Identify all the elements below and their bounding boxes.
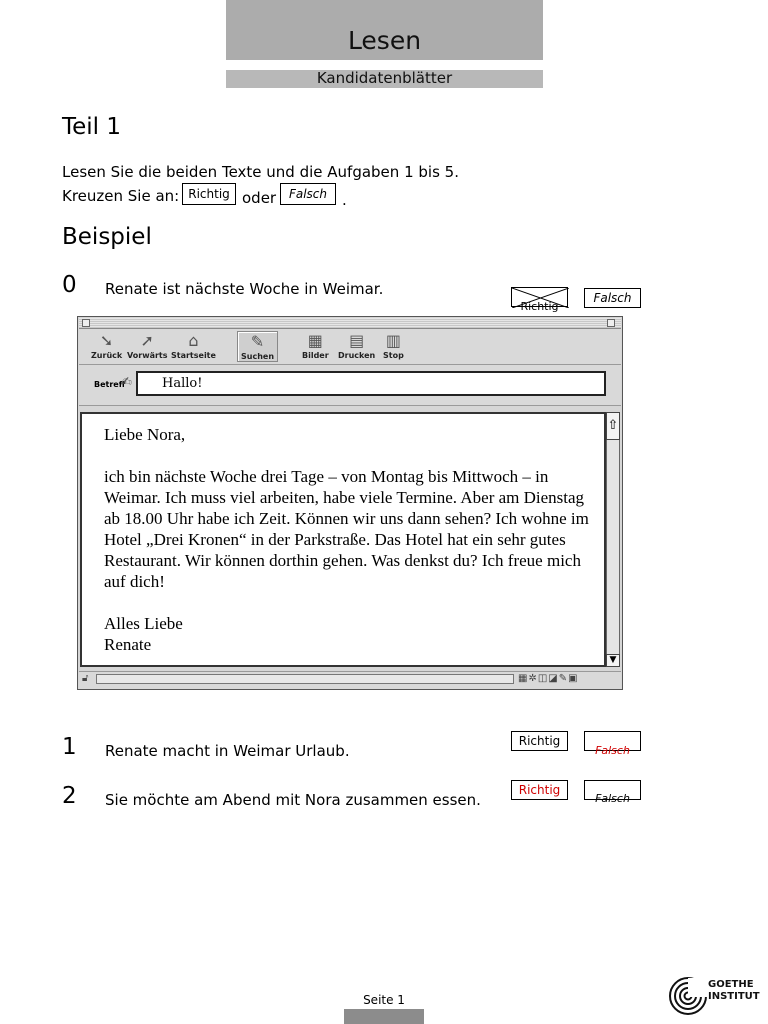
- example-richtig-label: Richtig: [520, 300, 559, 313]
- instruction-line-2: Kreuzen Sie an:: [62, 187, 180, 205]
- instruction-falsch-box: Falsch: [280, 183, 336, 205]
- status-icons: ▦✲◫◪✎▣: [518, 673, 579, 684]
- horizontal-scrollbar[interactable]: [96, 674, 514, 684]
- instruction-line-1: Lesen Sie die beiden Texte und die Aufgaben 1 bis 5.: [62, 163, 459, 181]
- question-1-richtig-box[interactable]: Richtig: [511, 731, 568, 751]
- page-title: Lesen: [347, 26, 422, 55]
- window-close-button[interactable]: [82, 319, 90, 327]
- question-2-richtig-box[interactable]: Richtig: [511, 780, 568, 800]
- print-icon: ▤: [349, 331, 365, 350]
- search-icon: ✎: [250, 332, 265, 351]
- browser-toolbar: [79, 329, 621, 365]
- goethe-spiral-icon: [666, 976, 710, 1016]
- instruction-period: .: [342, 191, 347, 209]
- question-2-falsch-label: Falsch: [595, 792, 630, 805]
- scroll-down-arrow-icon[interactable]: ▼: [606, 654, 620, 667]
- message-text: [104, 424, 598, 655]
- back-arrow-icon: ➘: [99, 331, 114, 350]
- question-1-falsch-label: Falsch: [595, 744, 630, 757]
- example-text: Renate ist nächste Woche in Weimar.: [105, 280, 384, 298]
- goethe-logo-text: GOETHE INSTITUT: [708, 979, 760, 1002]
- window-zoom-button[interactable]: [607, 319, 615, 327]
- toolbar-print-button[interactable]: ▤ Drucken: [338, 331, 376, 360]
- example-number: 0: [62, 272, 77, 298]
- page-number: Seite 1: [363, 993, 405, 1007]
- toolbar-home-button[interactable]: ⌂ Startseite: [171, 331, 216, 360]
- example-heading: Beispiel: [62, 224, 152, 250]
- home-icon: ⌂: [188, 331, 199, 350]
- toolbar-images-button[interactable]: ▦ Bilder: [302, 331, 329, 360]
- question-1-number: 1: [62, 734, 77, 760]
- images-icon: ▦: [307, 331, 323, 350]
- subject-label: Betreff: [94, 380, 126, 389]
- vertical-scrollbar[interactable]: [606, 412, 620, 667]
- message-greeting: Liebe Nora,: [104, 425, 186, 444]
- toolbar-search-button[interactable]: ✎ Suchen: [237, 331, 278, 362]
- example-falsch-box[interactable]: Falsch: [584, 288, 641, 308]
- toolbar-back-button[interactable]: ➘ Zurück: [91, 331, 123, 360]
- question-2-text: Sie möchte am Abend mit Nora zusammen essen.: [105, 791, 481, 809]
- subject-field[interactable]: Hallo!: [136, 371, 606, 396]
- pen-icon: ✍: [121, 375, 132, 390]
- scroll-up-arrow-icon[interactable]: ⇧: [606, 412, 620, 440]
- toolbar-stop-button[interactable]: ▥ Stop: [383, 331, 404, 360]
- stop-icon: ▥: [385, 331, 401, 350]
- message-closing: Alles Liebe: [104, 614, 183, 633]
- section-heading: Teil 1: [62, 114, 122, 140]
- toolbar-forward-button[interactable]: ➚ Vorwärts: [127, 331, 168, 360]
- forward-arrow-icon: ➚: [140, 331, 154, 350]
- page-subtitle: Kandidatenblätter: [316, 69, 453, 87]
- lock-icon: 🔓︎: [82, 673, 89, 684]
- question-1-text: Renate macht in Weimar Urlaub.: [105, 742, 350, 760]
- instruction-oder: oder: [242, 189, 277, 207]
- page-footer-bar: [344, 1009, 424, 1024]
- message-paragraph: ich bin nächste Woche drei Tage – von Montag bis Mittwoch – in Weimar. Ich muss viel arbeiten, habe viele Termine. Aber am Dienstag ab 18.00 Uhr habe ich Zeit. Können wir uns dann sehen? Ich wohne im Hotel „Drei Kronen“ in der Parkstraße. Das Hotel hat ein sehr gutes Restaurant. Wir können dorthin gehen. Was denkst du? Ich freue mich auf dich!: [104, 467, 589, 591]
- window-title-strip: [79, 318, 621, 329]
- message-signature: Renate: [104, 635, 152, 654]
- instruction-richtig-box: Richtig: [182, 183, 236, 205]
- question-2-number: 2: [62, 783, 77, 809]
